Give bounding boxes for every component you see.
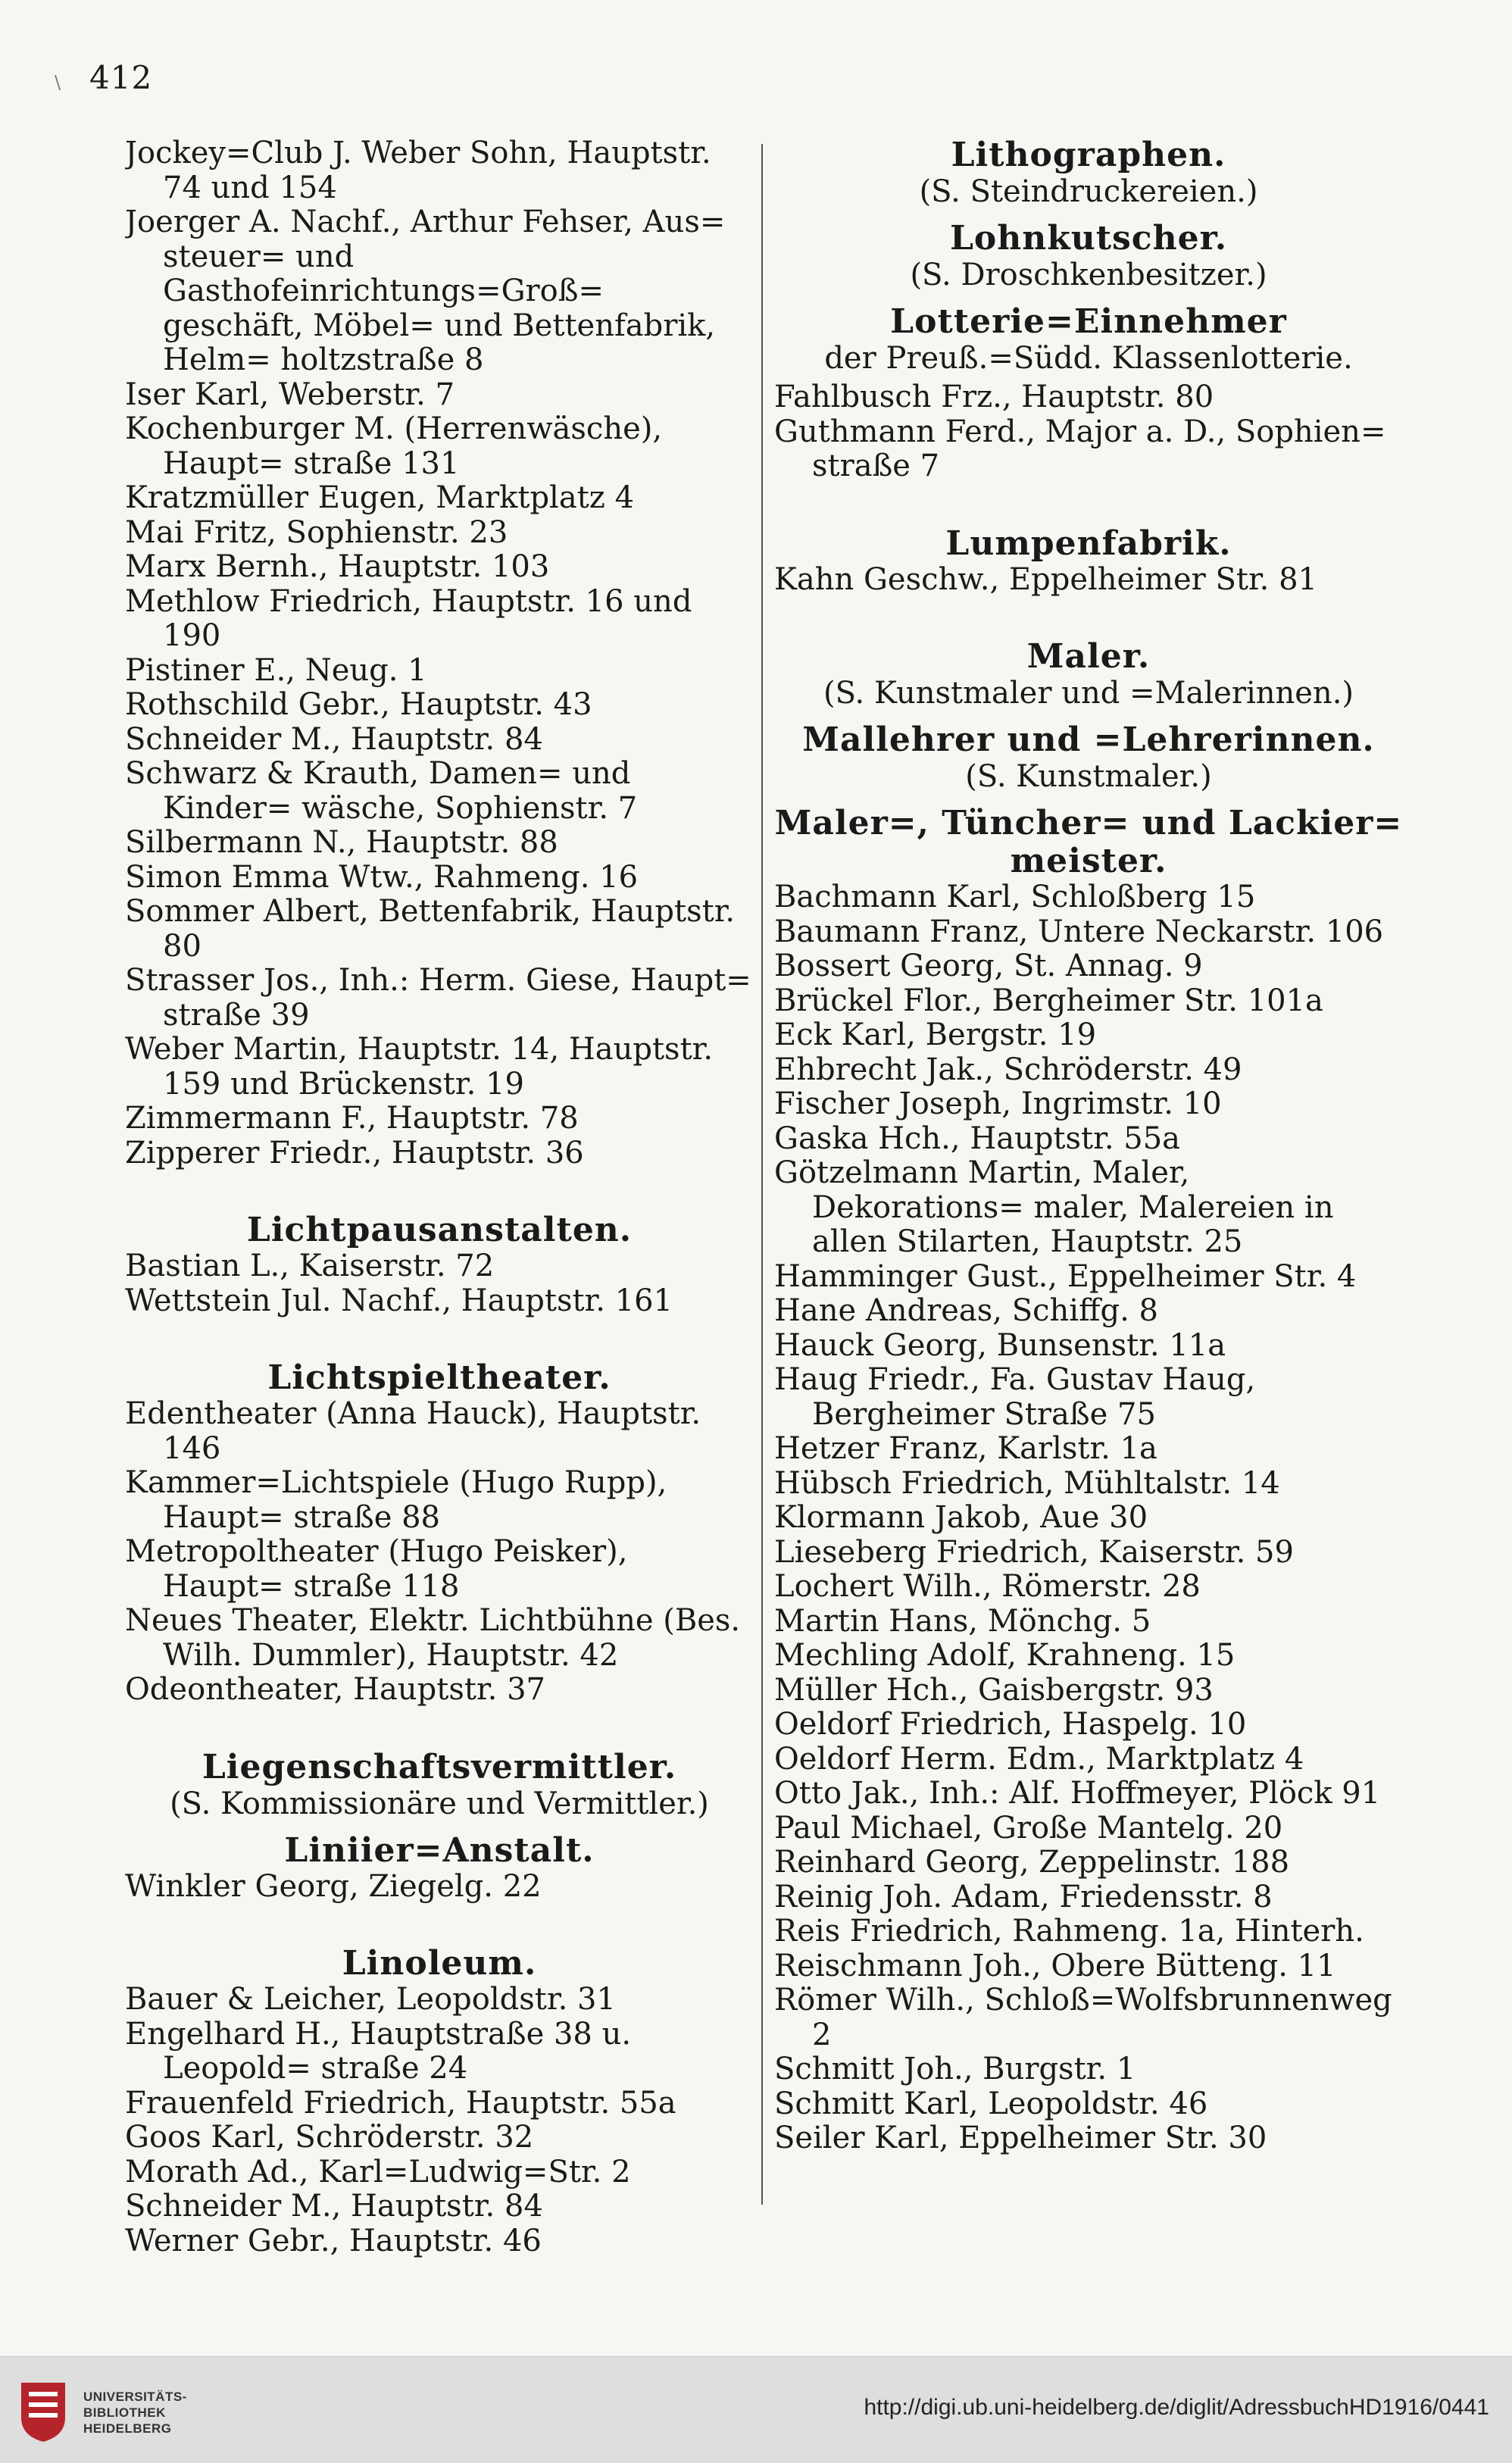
- directory-entry: Otto Jak., Inh.: Alf. Hoffmeyer, Plöck 91: [774, 1777, 1381, 1811]
- section-heading: Liniier=Anstalt.: [284, 1830, 595, 1870]
- directory-entry: Reinig Joh. Adam, Friedensstr. 8: [774, 1880, 1273, 1914]
- university-seal-icon: [17, 2378, 70, 2443]
- directory-entry: Müller Hch., Gaisbergstr. 93: [774, 1673, 1214, 1708]
- directory-entry: Seiler Karl, Eppelheimer Str. 30: [774, 2121, 1267, 2155]
- section-heading: Lotterie=Einnehmer: [890, 302, 1287, 341]
- directory-entry: Schneider M., Hauptstr. 84: [125, 722, 543, 757]
- directory-entry: Morath Ad., Karl=Ludwig=Str. 2: [125, 2155, 631, 2190]
- directory-entry: Hauck Georg, Bunsenstr. 11a: [774, 1328, 1226, 1363]
- section-heading: Lichtspieltheater.: [267, 1358, 611, 1397]
- directory-entry: Bauer & Leicher, Leopoldstr. 31: [125, 1983, 616, 2017]
- directory-entry: Methlow Friedrich, Hauptstr. 16 und 190: [125, 584, 692, 653]
- directory-entry: Kratzmüller Eugen, Marktplatz 4: [125, 481, 635, 515]
- cross-reference: (S. Steindruckereien.): [919, 174, 1258, 209]
- directory-entry: Mechling Adolf, Krahneng. 15: [774, 1639, 1236, 1673]
- directory-entry: Metropoltheater (Hugo Peisker), Haupt= straße 118: [125, 1535, 628, 1604]
- cross-reference: (S. Kunstmaler und =Malerinnen.): [823, 676, 1354, 711]
- source-url-link[interactable]: http://digi.ub.uni-heidelberg.de/diglit/AdressbuchHD1916/0441: [864, 2395, 1489, 2420]
- directory-entry: Sommer Albert, Bettenfabrik, Hauptstr. 80: [125, 895, 736, 964]
- directory-entry: Frauenfeld Friedrich, Hauptstr. 55a: [125, 2086, 676, 2121]
- directory-entry: Strasser Jos., Inh.: Herm. Giese, Haupt= straße 39: [125, 964, 751, 1033]
- directory-entry: Oeldorf Herm. Edm., Marktplatz 4: [774, 1742, 1304, 1777]
- directory-entry: Kochenburger M. (Herrenwäsche), Haupt= straße 131: [125, 412, 663, 481]
- section-heading: Lohnkutscher.: [949, 219, 1228, 258]
- directory-entry: Ehbrecht Jak., Schröderstr. 49: [774, 1052, 1242, 1087]
- logo-line: UNIVERSITÄTS-: [83, 2390, 187, 2404]
- directory-entry: Rothschild Gebr., Hauptstr. 43: [125, 688, 592, 722]
- left-column: [125, 136, 754, 2258]
- directory-entry: Klormann Jakob, Aue 30: [774, 1501, 1148, 1535]
- directory-entry: Reinhard Georg, Zeppelinstr. 188: [774, 1846, 1290, 1880]
- page-number: 412: [89, 59, 153, 96]
- directory-entry: Kahn Geschw., Eppelheimer Str. 81: [774, 562, 1317, 597]
- directory-entry: Iser Karl, Weberstr. 7: [125, 377, 455, 412]
- directory-entry: Marx Bernh., Hauptstr. 103: [125, 550, 550, 584]
- section-heading: Lithographen.: [951, 136, 1226, 174]
- section-heading: Linoleum.: [342, 1944, 537, 1983]
- directory-entry: Hamminger Gust., Eppelheimer Str. 4: [774, 1259, 1357, 1294]
- directory-entry: Götzelmann Martin, Maler, Dekorations= maler, Malereien in allen Stilarten, Hauptstr. 25: [774, 1156, 1334, 1259]
- directory-entry: Zipperer Friedr., Hauptstr. 36: [125, 1136, 584, 1171]
- directory-entry: Haug Friedr., Fa. Gustav Haug, Bergheimer Straße 75: [774, 1363, 1256, 1432]
- directory-entry: Silbermann N., Hauptstr. 88: [125, 826, 558, 860]
- section-heading: Liegenschaftsvermittler.: [201, 1747, 677, 1786]
- directory-entry: Schmitt Karl, Leopoldstr. 46: [774, 2086, 1208, 2121]
- directory-entry: Römer Wilh., Schloß=Wolfsbrunnenweg 2: [774, 1983, 1392, 2052]
- directory-entry: Reischmann Joh., Obere Bütteng. 11: [774, 1949, 1336, 1983]
- directory-entry: Bastian L., Kaiserstr. 72: [125, 1249, 495, 1283]
- directory-entry: Hübsch Friedrich, Mühltalstr. 14: [774, 1466, 1280, 1501]
- directory-entry: Neues Theater, Elektr. Lichtbühne (Bes. Wilh. Dummler), Hauptstr. 42: [125, 1604, 741, 1673]
- library-logo-text: [83, 2389, 187, 2436]
- directory-entry: Mai Fritz, Sophienstr. 23: [125, 515, 508, 550]
- directory-entry: Odeontheater, Hauptstr. 37: [125, 1673, 545, 1707]
- section-heading: Lumpenfabrik.: [945, 524, 1232, 563]
- directory-entry: Schmitt Joh., Burgstr. 1: [774, 2052, 1136, 2086]
- directory-entry: Brückel Flor., Bergheimer Str. 101a: [774, 983, 1323, 1018]
- directory-entry: Bachmann Karl, Schloßberg 15: [774, 880, 1256, 914]
- directory-entry: Fischer Joseph, Ingrimstr. 10: [774, 1087, 1222, 1121]
- directory-entry: Simon Emma Wtw., Rahmeng. 16: [125, 860, 639, 895]
- directory-entry: Hane Andreas, Schiffg. 8: [774, 1294, 1158, 1328]
- section-heading: Maler=, Tüncher= und Lackier= meister.: [774, 804, 1403, 880]
- logo-line: HEIDELBERG: [83, 2421, 172, 2436]
- directory-entry: Wettstein Jul. Nachf., Hauptstr. 161: [125, 1283, 673, 1318]
- section-heading: Lichtpausanstalten.: [246, 1211, 633, 1249]
- directory-entry: Joerger A. Nachf., Arthur Fehser, Aus= steuer= und Gasthofeinrichtungs=Groß= geschäft, Möbel= und Bettenfabrik, Helm= holtzstraße 8: [125, 205, 726, 377]
- cross-reference: (S. Droschkenbesitzer.): [910, 258, 1267, 292]
- directory-entry: Zimmermann F., Hauptstr. 78: [125, 1102, 579, 1136]
- logo-line: BIBLIOTHEK: [83, 2405, 166, 2420]
- right-column: [774, 136, 1403, 2156]
- directory-entry: Gaska Hch., Hauptstr. 55a: [774, 1121, 1180, 1156]
- directory-entry: Baumann Franz, Untere Neckarstr. 106: [774, 914, 1384, 949]
- directory-entry: Engelhard H., Hauptstraße 38 u. Leopold= straße 24: [125, 2017, 632, 2086]
- directory-entry: Weber Martin, Hauptstr. 14, Hauptstr. 159 und Brückenstr. 19: [125, 1033, 714, 1102]
- directory-entry: Jockey=Club J. Weber Sohn, Hauptstr. 74 und 154: [125, 136, 711, 205]
- directory-entry: Guthmann Ferd., Major a. D., Sophien= straße 7: [774, 414, 1386, 483]
- section-heading: Mallehrer und =Lehrerinnen.: [802, 720, 1375, 759]
- directory-entry: Bossert Georg, St. Annag. 9: [774, 949, 1203, 983]
- directory-entry: Fahlbusch Frz., Hauptstr. 80: [774, 380, 1214, 414]
- directory-entry: Schwarz & Krauth, Damen= und Kinder= wäsche, Sophienstr. 7: [125, 757, 638, 826]
- directory-entry: Winkler Georg, Ziegelg. 22: [125, 1869, 542, 1904]
- page-tick-mark: \: [55, 72, 61, 93]
- cross-reference: (S. Kommissionäre und Vermittler.): [170, 1786, 709, 1821]
- directory-entry: Edentheater (Anna Hauck), Hauptstr. 146: [125, 1397, 701, 1466]
- footer-bar: [0, 2356, 1512, 2463]
- directory-entry: Hetzer Franz, Karlstr. 1a: [774, 1432, 1157, 1466]
- directory-entry: Oeldorf Friedrich, Haspelg. 10: [774, 1708, 1247, 1742]
- directory-entry: Martin Hans, Mönchg. 5: [774, 1604, 1151, 1639]
- directory-entry: Lochert Wilh., Römerstr. 28: [774, 1570, 1201, 1604]
- directory-entry: Werner Gebr., Hauptstr. 46: [125, 2224, 542, 2258]
- directory-entry: Kammer=Lichtspiele (Hugo Rupp), Haupt= straße 88: [125, 1466, 667, 1535]
- directory-entry: Paul Michael, Große Mantelg. 20: [774, 1811, 1283, 1846]
- directory-entry: Reis Friedrich, Rahmeng. 1a, Hinterh.: [774, 1914, 1364, 1949]
- cross-reference: (S. Kunstmaler.): [965, 759, 1212, 794]
- section-heading: Maler.: [1026, 637, 1151, 676]
- cross-reference: der Preuß.=Südd. Klassenlotterie.: [824, 341, 1353, 376]
- directory-entry: Eck Karl, Bergstr. 19: [774, 1018, 1097, 1052]
- directory-entry: Goos Karl, Schröderstr. 32: [125, 2121, 534, 2155]
- column-divider: [761, 144, 763, 2205]
- directory-entry: Lieseberg Friedrich, Kaiserstr. 59: [774, 1535, 1294, 1570]
- directory-entry: Schneider M., Hauptstr. 84: [125, 2190, 543, 2224]
- directory-entry: Pistiner E., Neug. 1: [125, 653, 427, 688]
